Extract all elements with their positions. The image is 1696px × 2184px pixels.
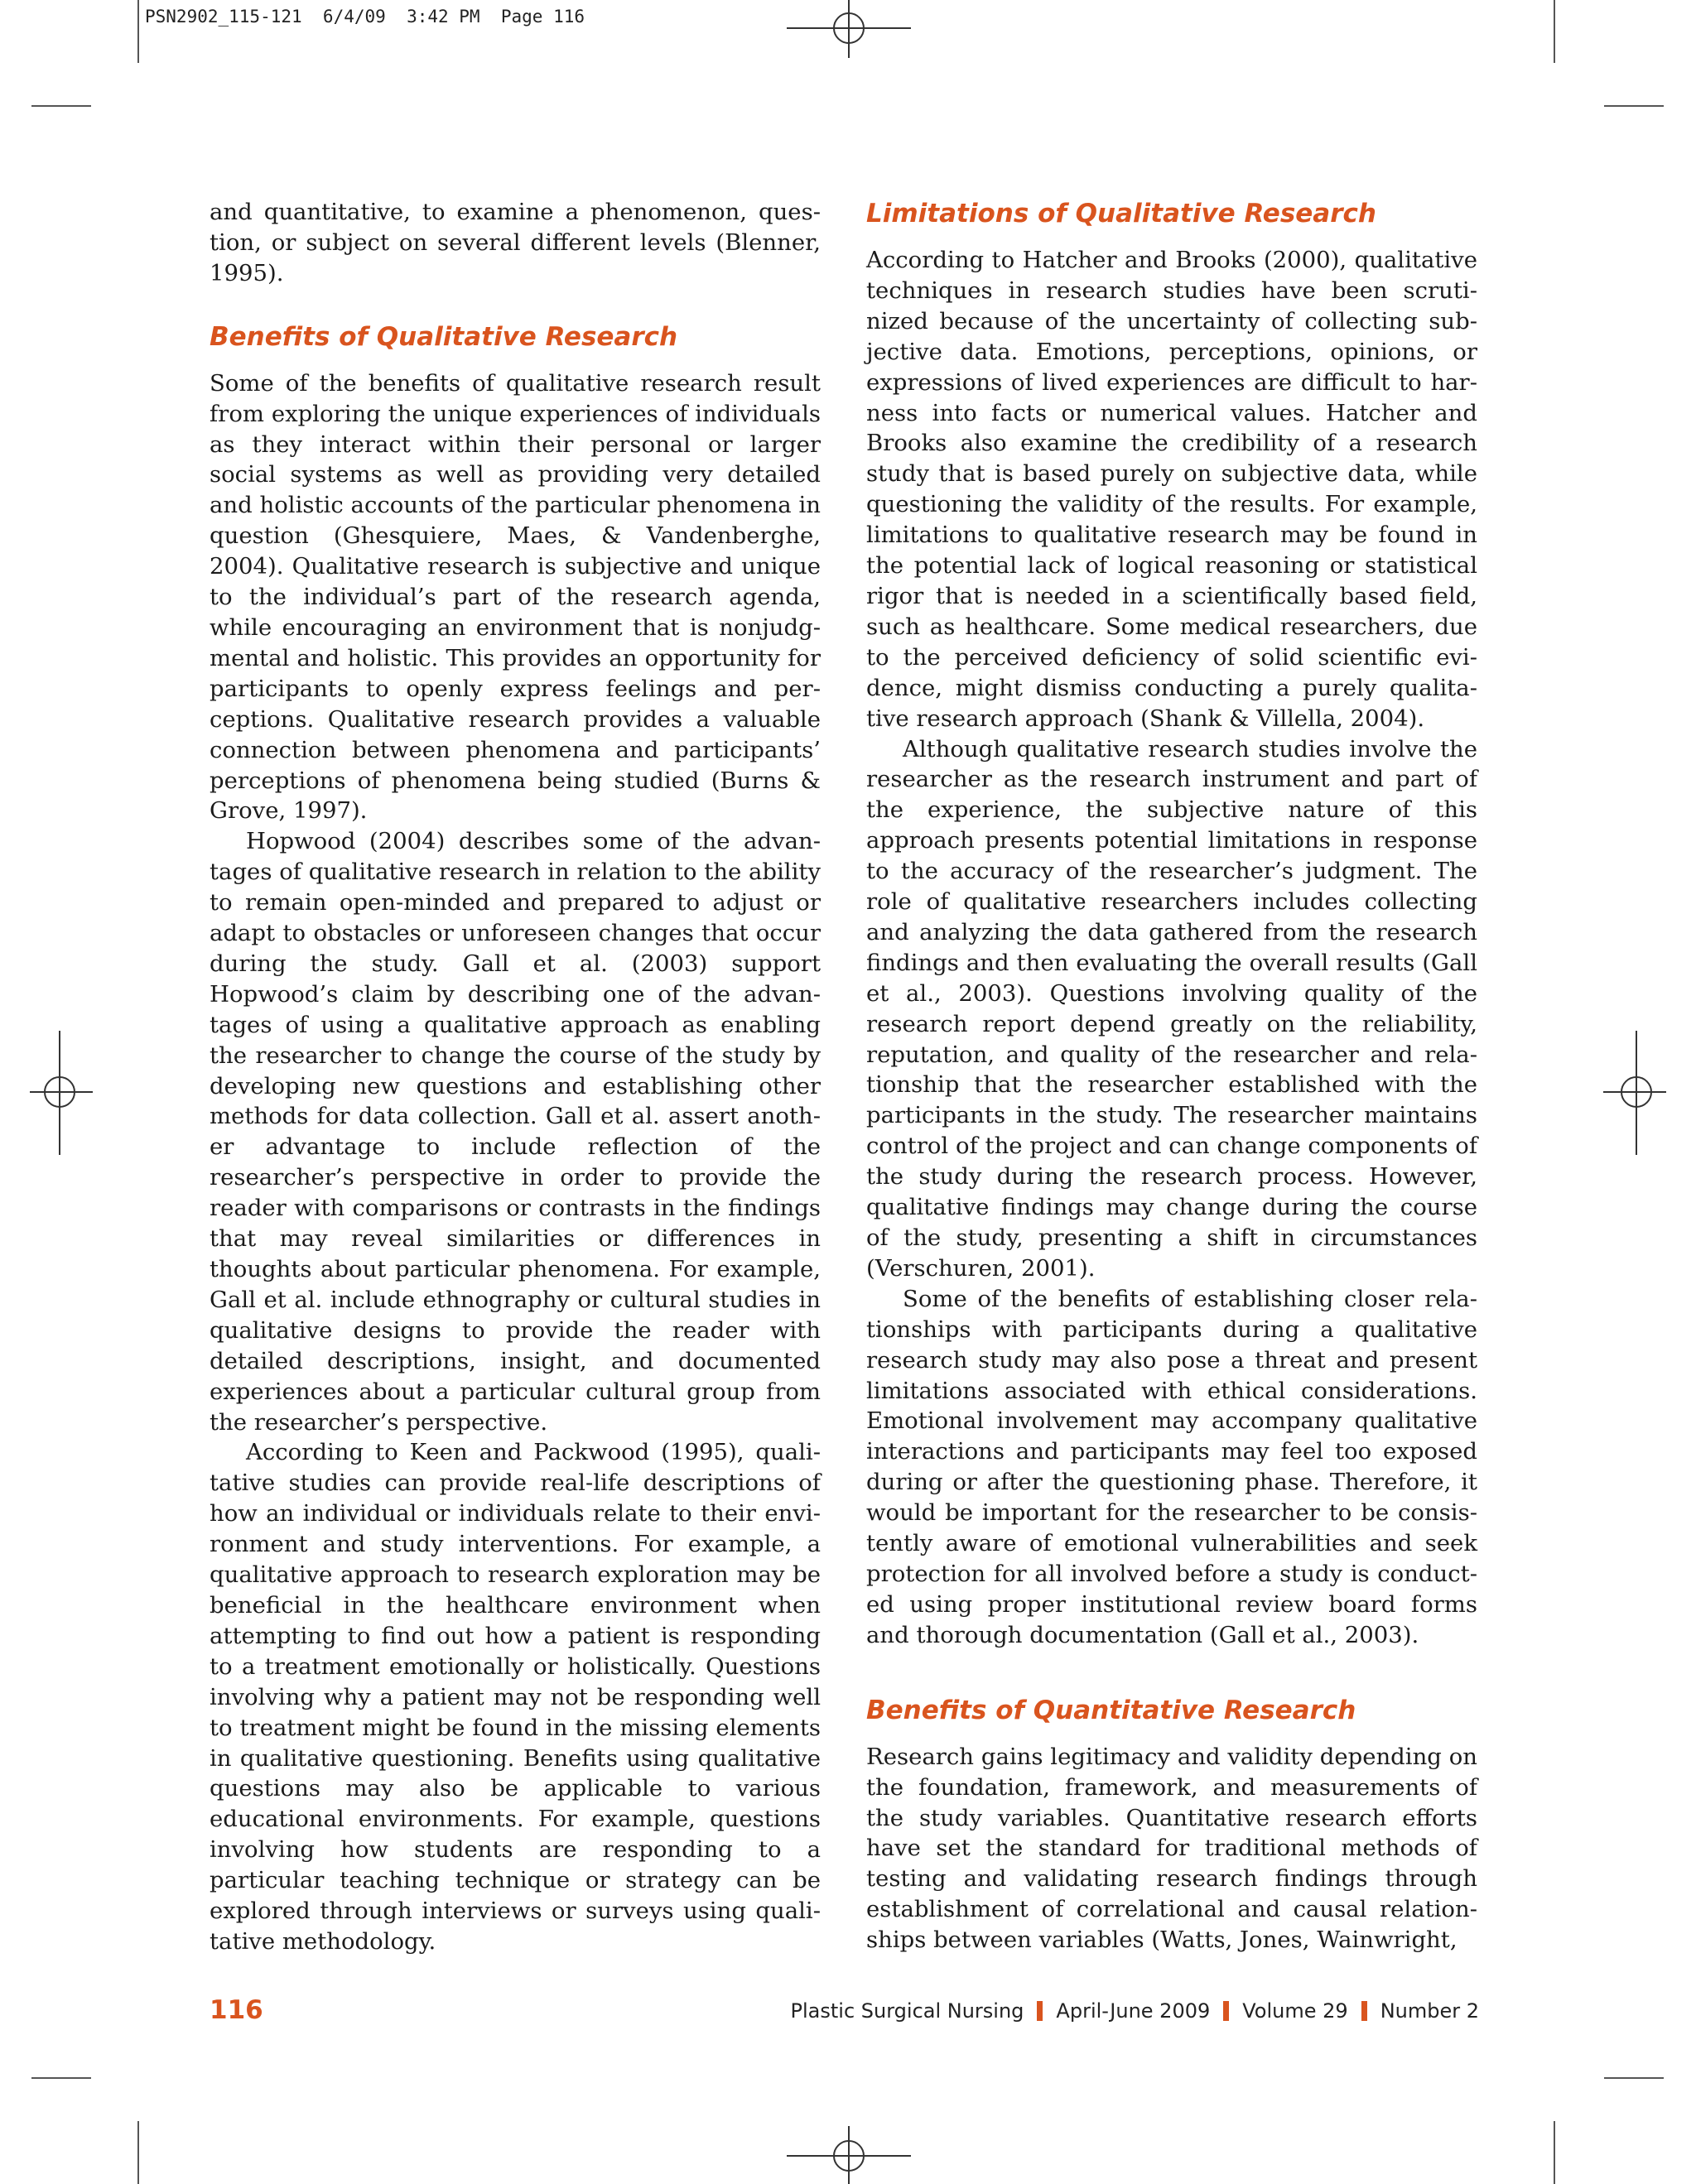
footer-separator <box>1223 2001 1229 2021</box>
printer-slug: PSN2902_115-121 6/4/09 3:42 PM Page 116 <box>145 7 585 26</box>
footer-separator <box>1037 2001 1043 2021</box>
crop-mark <box>137 2121 139 2184</box>
registration-mark-left <box>30 1031 93 1155</box>
crop-mark <box>1554 0 1555 63</box>
paragraph: Some of the benefits of qualitative research result from exploring the unique experiences of individuals as they interact within their personal or larger social systems as well as providing very detailed and holistic accounts of the particular phenomena in question (Ghesquiere, Maes, & Vandenberghe, 2004). Qualitative research is subjective and unique to the individual’s part of the research agenda, while encouraging an environment that is nonjudgmental and holistic. This provides an opportunity for participants to openly express feelings and perceptions. Qualitative research provides a valuable connection between phenomena and participants’ perceptions of phenomena being studied (Burns & Grove, 1997). <box>210 369 821 825</box>
registration-mark-right <box>1603 1031 1666 1155</box>
crop-mark <box>31 105 91 107</box>
paragraph: Although qualitative research studies involve the researcher as the research instrument and part of the experience, the subjective nature of this approach presents potential limitations in response to the accuracy of the researcher’s judgment. The role of qualitative researchers includes collecting and analyzing the data gathered from the research findings and then evaluating the overall results (Gall et al., 2003). Questions involving quality of the research report depend greatly on the reliability, reputation, and quality of the researcher and relationship that the researcher established with the participants in the study. The researcher maintains control of the project and can change components of the study during the research process. However, qualitative findings may change during the course of the study, presenting a shift in circumstances (Verschuren, 2001). <box>866 735 1477 1282</box>
section-heading-benefits-qualitative: Benefits of Qualitative Research <box>210 321 678 352</box>
crop-mark <box>1604 2077 1664 2079</box>
footer-separator <box>1361 2001 1367 2021</box>
page-number: 116 <box>210 1995 263 2025</box>
issue-number: Number 2 <box>1380 1999 1479 2023</box>
paragraph: According to Keen and Packwood (1995), qualitative studies can provide real-life descriptions of how an individual or individuals relate to their environment and study interventions. For example, a qualitative approach to research exploration may be beneficial in the healthcare environment when attempting to find out how a patient is responding to a treatment emotionally or holistically. Questions involving why a patient may not be responding well to treatment might be found in the missing elements in qualitative questioning. Benefits using qualitative questions may also be applicable to various educational environments. For example, questions involving how students are responding to a particular teaching technique or strategy can be explored through interviews or surveys using qualitative methodology. <box>210 1439 821 1955</box>
crop-mark <box>137 0 139 63</box>
paragraph: and quantitative, to examine a phenomenon, question, or subject on several different levels (Blenner, 1995). <box>210 199 821 286</box>
right-column <box>866 197 1477 1955</box>
crop-mark <box>1554 2121 1555 2184</box>
issue-date: April-June 2009 <box>1056 1999 1211 2023</box>
section-heading-limitations-qualitative: Limitations of Qualitative Research <box>866 199 1376 229</box>
volume: Volume 29 <box>1242 1999 1348 2023</box>
left-column <box>210 197 821 1957</box>
crop-mark <box>1604 105 1664 107</box>
paragraph: Some of the benefits of establishing closer relationships with participants during a qualitative research study may also pose a threat and present limitations associated with ethical considerations. Emotional involvement may accompany qualitative interactions and participants may feel too exposed during or after the questioning phase. Therefore, it would be important for the researcher to be consistently aware of emotional vulnerabilities and seek protection for all involved before a study is conducted using proper institutional review board forms and thorough documentation (Gall et al., 2003). <box>866 1285 1477 1648</box>
paragraph: Research gains legitimacy and validity depending on the foundation, framework, and measurements of the study variables. Quantitative research efforts have set the standard for traditional methods of testing and validating research findings through establishment of correlational and causal relationships between variables (Watts, Jones, Wainwright, <box>866 1743 1477 1954</box>
running-footer <box>791 1999 1479 2023</box>
section-heading-benefits-quantitative: Benefits of Quantitative Research <box>866 1695 1356 1725</box>
paragraph: According to Hatcher and Brooks (2000), qualitative techniques in research studies have been scrutinized because of the uncertainty of collecting subjective data. Emotions, perceptions, opinions, or expressions of lived experiences are difficult to harness into facts or numerical values. Hatcher and Brooks also examine the credibility of a research study that is based purely on subjective data, while questioning the validity of the results. For example, limitations to qualitative research may be found in the potential lack of logical reasoning or statistical rigor that is needed in a scientifically based field, such as healthcare. Some medical researchers, due to the perceived deficiency of solid scientific evidence, might dismiss conducting a purely qualitative research approach (Shank & Villella, 2004). <box>866 247 1477 732</box>
crop-mark <box>31 2077 91 2079</box>
registration-mark-top <box>787 0 911 58</box>
journal-name: Plastic Surgical Nursing <box>790 1999 1024 2023</box>
paragraph: Hopwood (2004) describes some of the advantages of qualitative research in relation to the ability to remain open-minded and prepared to adjust or adapt to obstacles or unforeseen changes that occur during the study. Gall et al. (2003) support Hopwood’s claim by describing one of the advantages of using a qualitative approach as enabling the researcher to change the course of the study by developing new questions and establishing other methods for data collection. Gall et al. assert another advantage to include reflection of the researcher’s perspective in order to provide the reader with comparisons or contrasts in the findings that may reveal similarities or differences in thoughts about particular phenomena. For example, Gall et al. include ethnography or cultural studies in qualitative designs to provide the reader with detailed descriptions, insight, and documented experiences about a particular cultural group from the researcher’s perspective. <box>210 828 821 1436</box>
registration-mark-bottom <box>787 2126 911 2184</box>
